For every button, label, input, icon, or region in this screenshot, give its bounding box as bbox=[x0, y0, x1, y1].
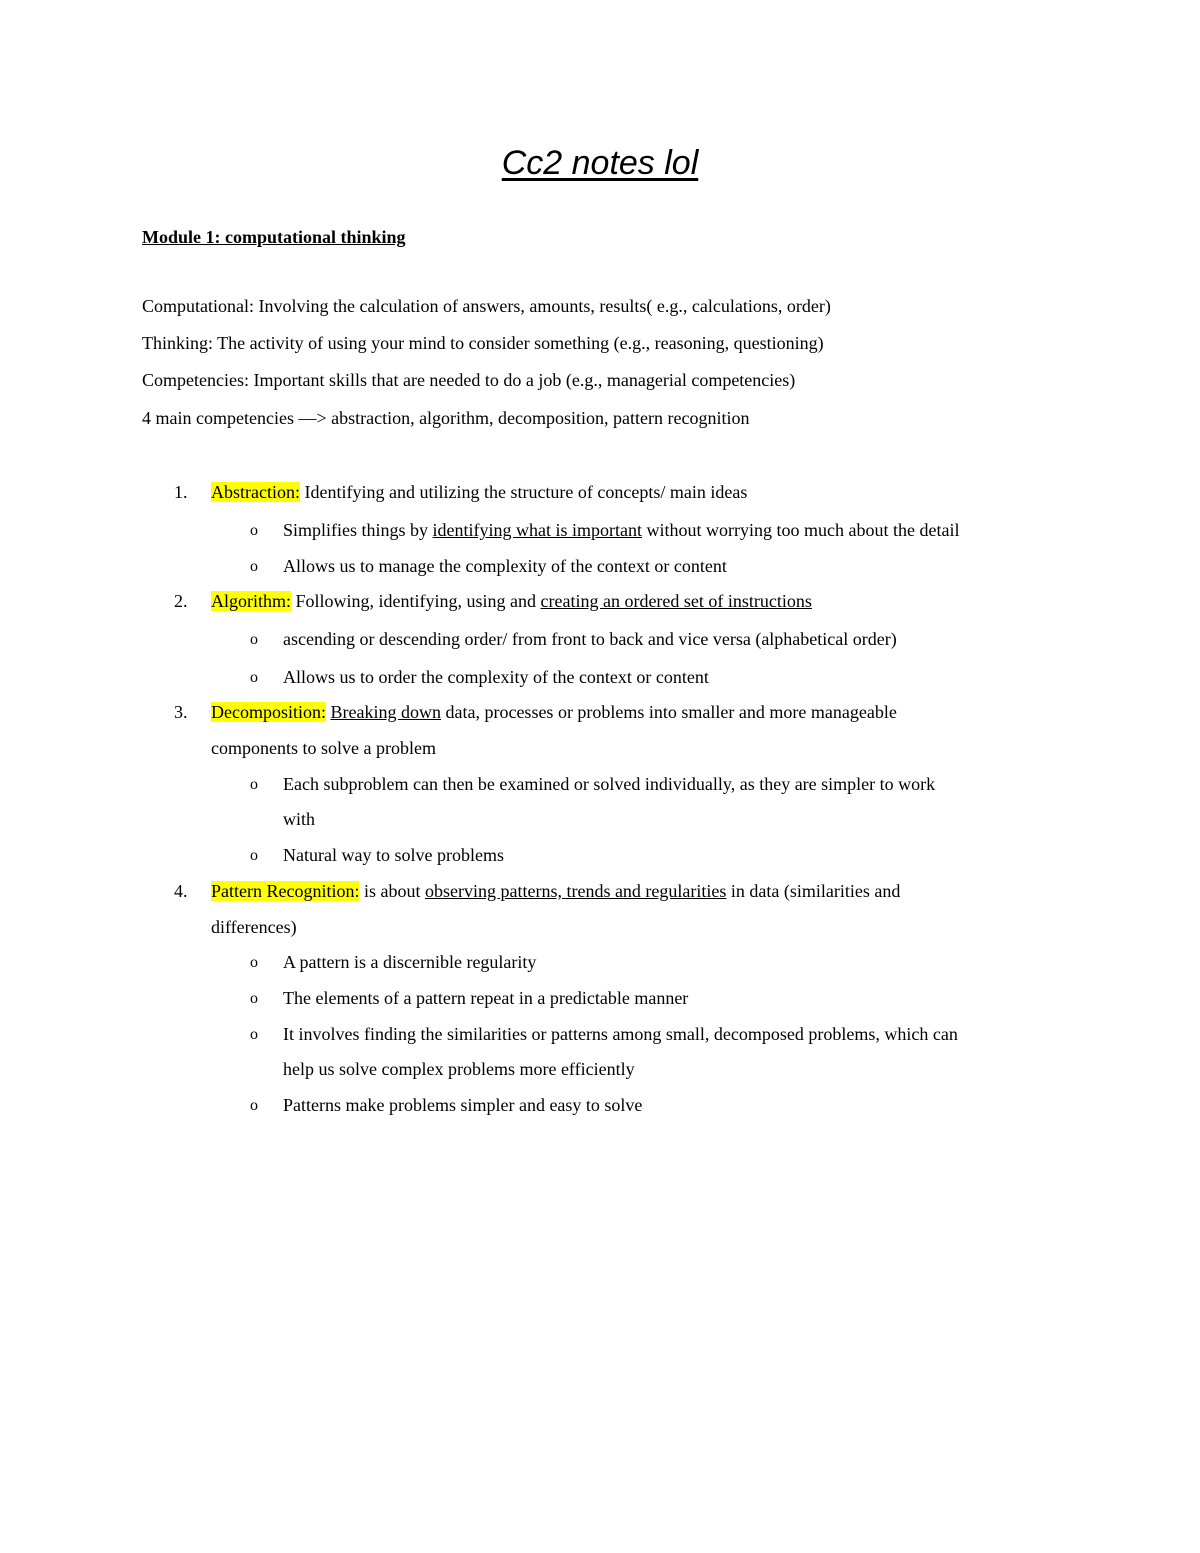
bullet-marker: o bbox=[250, 990, 258, 1007]
sub-item: It involves finding the similarities or patterns among small, decomposed problems, which can bbox=[283, 1024, 958, 1044]
underlined-phrase: observing patterns, trends and regularities bbox=[424, 881, 727, 901]
item-number: 2. bbox=[174, 591, 188, 611]
module-heading: Module 1: computational thinking bbox=[142, 227, 406, 247]
main-competencies-line: 4 main competencies —> abstraction, algorithm, decomposition, pattern recognition bbox=[142, 408, 750, 428]
list-item-pattern-recognition bbox=[211, 881, 900, 902]
item-number: 3. bbox=[174, 702, 188, 722]
sub-text: without worrying too much about the detail bbox=[642, 520, 960, 540]
highlighted-term: Abstraction: bbox=[211, 482, 300, 502]
item-text: data, processes or problems into smaller and more manageable bbox=[440, 702, 897, 722]
bullet-marker: o bbox=[250, 558, 258, 575]
bullet-marker: o bbox=[250, 631, 258, 648]
item-number: 1. bbox=[174, 482, 188, 502]
bullet-marker: o bbox=[250, 522, 258, 539]
underlined-phrase: creating an ordered set of instructions bbox=[540, 591, 812, 611]
underlined-phrase: Breaking down bbox=[330, 702, 441, 722]
bullet-marker: o bbox=[250, 954, 258, 971]
highlighted-term: Decomposition: bbox=[211, 702, 326, 722]
underlined-phrase: identifying what is important bbox=[432, 520, 642, 540]
sub-item-continuation: with bbox=[283, 809, 316, 829]
sub-item-continuation: help us solve complex problems more efficiently bbox=[283, 1059, 635, 1079]
bullet-marker: o bbox=[250, 776, 258, 793]
list-item-abstraction bbox=[211, 482, 747, 503]
item-text: in data (similarities and bbox=[726, 881, 901, 901]
item-text: is about bbox=[359, 881, 425, 901]
sub-text: Simplifies things by bbox=[283, 520, 433, 540]
sub-item: A pattern is a discernible regularity bbox=[283, 952, 537, 972]
sub-item bbox=[283, 520, 959, 541]
sub-item: Each subproblem can then be examined or solved individually, as they are simpler to work bbox=[283, 774, 936, 794]
item-text: Identifying and utilizing the structure of concepts/ main ideas bbox=[299, 482, 748, 502]
item-text-continuation: components to solve a problem bbox=[211, 738, 436, 758]
sub-item: ascending or descending order/ from front to back and vice versa (alphabetical order) bbox=[283, 629, 897, 649]
highlighted-term: Algorithm: bbox=[211, 591, 291, 611]
sub-item: The elements of a pattern repeat in a predictable manner bbox=[283, 988, 689, 1008]
definition-thinking: Thinking: The activity of using your mind to consider something (e.g., reasoning, questioning) bbox=[142, 333, 824, 353]
definition-computational: Computational: Involving the calculation of answers, amounts, results( e.g., calculations, order) bbox=[142, 296, 831, 316]
page-title: Cc2 notes lol bbox=[501, 144, 699, 182]
bullet-marker: o bbox=[250, 1026, 258, 1043]
sub-item: Patterns make problems simpler and easy to solve bbox=[283, 1095, 643, 1115]
item-text: Following, identifying, using and bbox=[291, 591, 541, 611]
sub-item: Allows us to manage the complexity of the context or content bbox=[283, 556, 727, 576]
definition-competencies: Competencies: Important skills that are needed to do a job (e.g., managerial competencies) bbox=[142, 370, 796, 390]
sub-item: Allows us to order the complexity of the context or content bbox=[283, 667, 709, 687]
list-item-algorithm bbox=[211, 591, 812, 612]
item-number: 4. bbox=[174, 881, 188, 901]
bullet-marker: o bbox=[250, 847, 258, 864]
list-item-decomposition bbox=[211, 702, 897, 723]
sub-item: Natural way to solve problems bbox=[283, 845, 504, 865]
highlighted-term: Pattern Recognition: bbox=[211, 881, 360, 901]
bullet-marker: o bbox=[250, 1097, 258, 1114]
bullet-marker: o bbox=[250, 669, 258, 686]
item-text-continuation: differences) bbox=[211, 917, 297, 937]
